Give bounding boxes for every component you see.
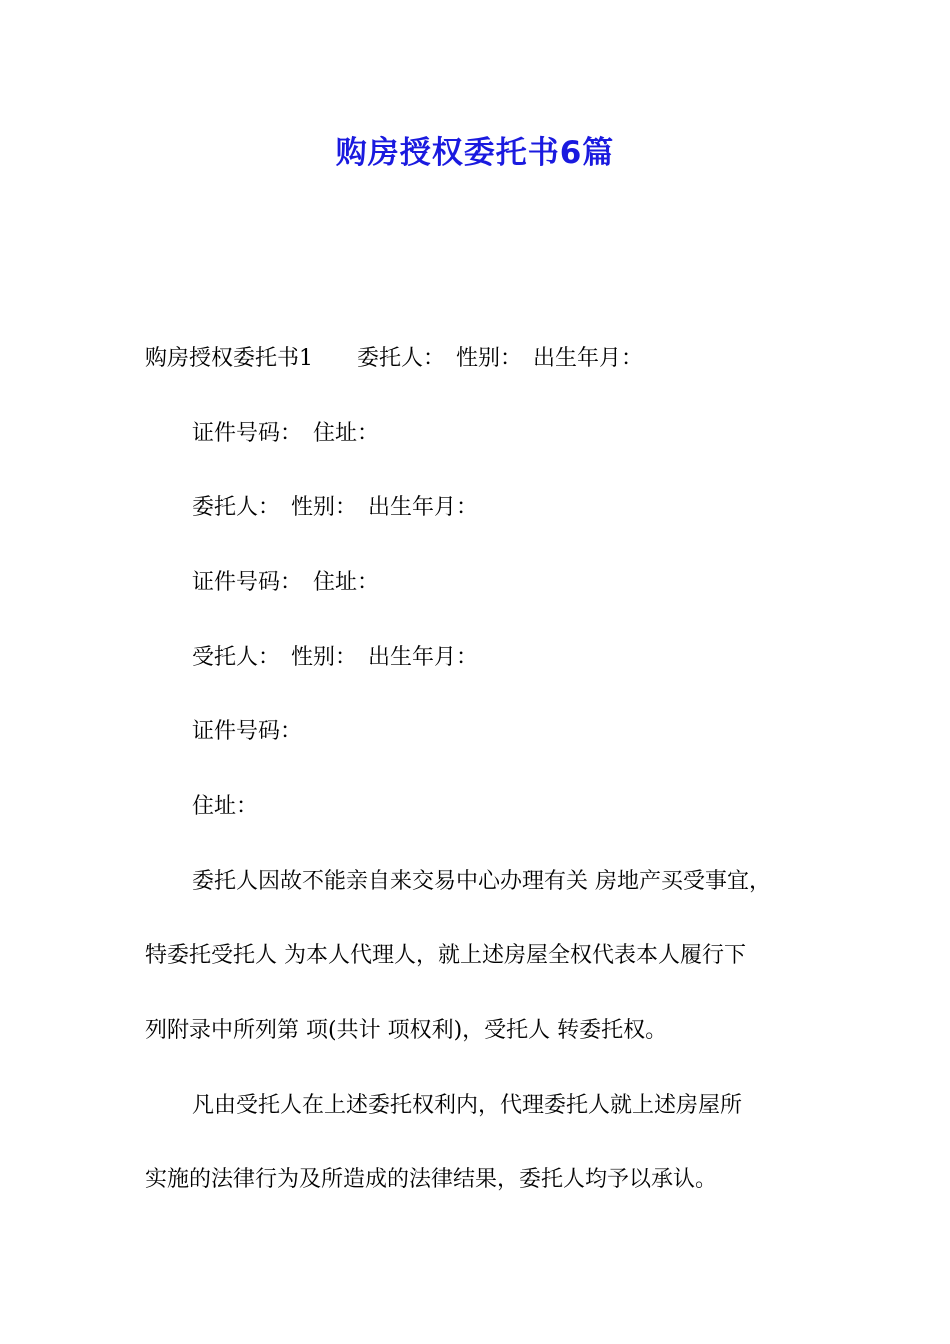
document-title: 购房授权委托书6篇 (335, 135, 615, 171)
paragraph-line: 证件号码： (192, 719, 303, 744)
paragraph-line: 委托人： 性别： 出生年月： (192, 495, 479, 520)
paragraph-line: 住址： (192, 794, 259, 819)
paragraph-line: 受托人： 性别： 出生年月： (192, 645, 479, 670)
paragraph-line: 证件号码： 住址： (192, 421, 380, 446)
paragraph-line: 购房授权委托书1 委托人： 性别： 出生年月： (145, 346, 643, 371)
paragraph-line: 实施的法律行为及所造成的法律结果，委托人均予以承认。 (145, 1167, 718, 1192)
paragraph-line: 凡由受托人在上述委托权利内，代理委托人就上述房屋所 (192, 1093, 743, 1118)
paragraph-line: 证件号码： 住址： (192, 570, 380, 595)
paragraph-line: 委托人因故不能亲自来交易中心办理有关 房地产买受事宜， (192, 869, 771, 894)
paragraph-line: 列附录中所列第 项(共计 项权利)，受托人 转委托权。 (145, 1018, 668, 1043)
paragraph-line: 特委托受托人 为本人代理人，就上述房屋全权代表本人履行下 (145, 943, 746, 968)
